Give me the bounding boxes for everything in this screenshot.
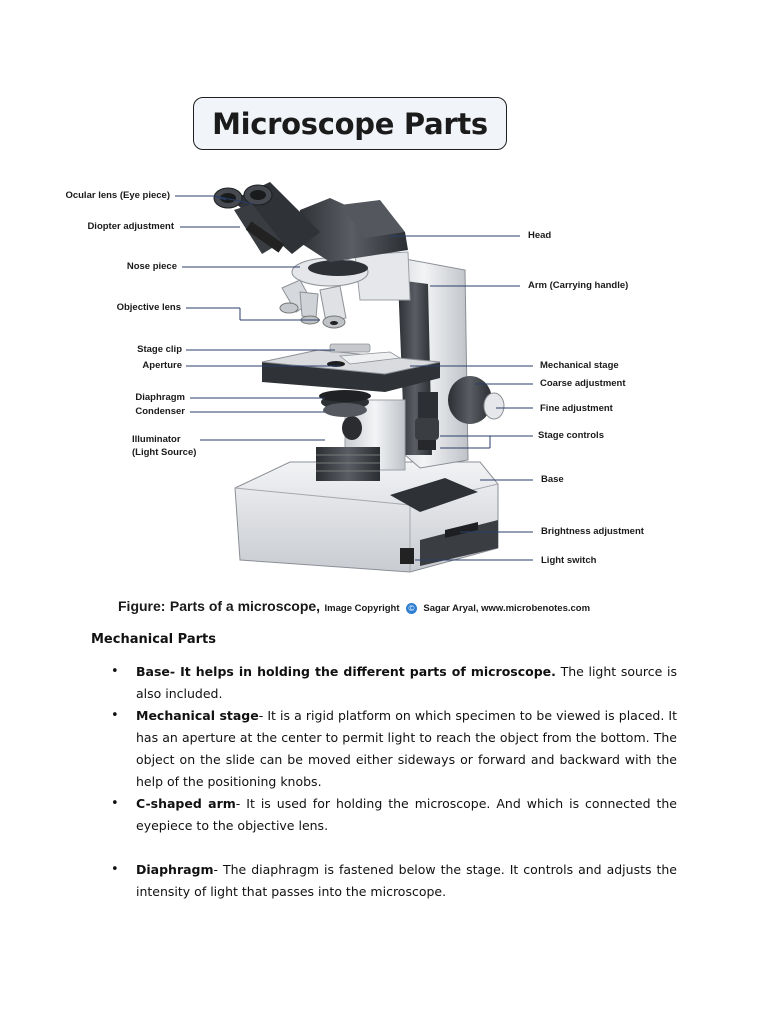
label-aperture: Aperture (142, 360, 182, 371)
label-diaphragm: Diaphragm (135, 392, 185, 403)
label-fine-adjustment: Fine adjustment (540, 403, 613, 414)
label-objective-lens: Objective lens (116, 302, 181, 313)
bullet-icon: • (111, 796, 119, 811)
label-illuminator: Illuminator (132, 434, 181, 445)
list-item (91, 661, 677, 705)
label-brightness-adjustment: Brightness adjustment (541, 526, 644, 537)
label-diopter-adjustment: Diopter adjustment (87, 221, 174, 232)
label-base: Base (541, 474, 564, 485)
list-item (91, 793, 677, 837)
label-light-switch: Light switch (541, 555, 597, 566)
bullet-term: C-shaped arm (136, 796, 236, 811)
bullet-bold-sentence: - It helps in holding the different parts of microscope. (169, 664, 556, 679)
section-heading: Mechanical Parts (91, 632, 216, 647)
bullet-text: - It is used for holding the microscope. And which is connected the eyepiece to the objective lens. (136, 796, 677, 833)
figure-caption (118, 598, 590, 616)
bullet-list (91, 661, 677, 903)
label-head: Head (528, 230, 552, 241)
bullet-icon: • (111, 664, 119, 679)
label-stage-controls: Stage controls (538, 430, 604, 441)
list-item (91, 705, 677, 793)
light-switch-shape (400, 548, 414, 564)
nosepiece-shape (280, 258, 368, 328)
label-arm: Arm (Carrying handle) (528, 280, 629, 291)
bullet-text: - It is a rigid platform on which specimen to be viewed is placed. It has an aperture at the center to permit light to reach the object from the bottom. The object on the slide can be moved either sideways or forward and backward with the help of the positioning knobs. (136, 708, 678, 789)
label-coarse-adjustment: Coarse adjustment (540, 378, 626, 389)
caption-figure: Figure: (118, 598, 166, 614)
label-stage-clip: Stage clip (137, 344, 182, 355)
bullet-text: The light source is also included. (136, 664, 678, 701)
list-item (91, 859, 677, 903)
bullet-term: Base (136, 664, 170, 679)
bullet-icon: • (111, 862, 119, 877)
label-nose-piece: Nose piece (126, 261, 177, 272)
objective-lenses-shape (280, 280, 346, 328)
head-shape (214, 182, 408, 262)
caption-text: Parts of a microscope, (169, 598, 321, 614)
caption-credit: Sagar Aryal, www.microbenotes.com (423, 603, 591, 614)
label-light-source: (Light Source) (132, 447, 197, 458)
caption-copyright: Image Copyright (324, 603, 400, 614)
copyright-icon: © (406, 603, 417, 614)
label-condenser: Condenser (135, 406, 185, 417)
bullet-text: - The diaphragm is fastened below the stage. It controls and adjusts the intensity of light that passes into the microscope. (136, 862, 677, 899)
bullet-icon: • (111, 708, 119, 723)
condenser-shape (319, 390, 371, 417)
label-ocular-lens: Ocular lens (Eye piece) (65, 190, 170, 201)
label-mechanical-stage: Mechanical stage (540, 360, 619, 371)
diagram-title: Microscope Parts (193, 97, 507, 150)
bullet-term: Diaphragm (136, 862, 214, 877)
bullet-term: Mechanical stage (136, 708, 259, 723)
